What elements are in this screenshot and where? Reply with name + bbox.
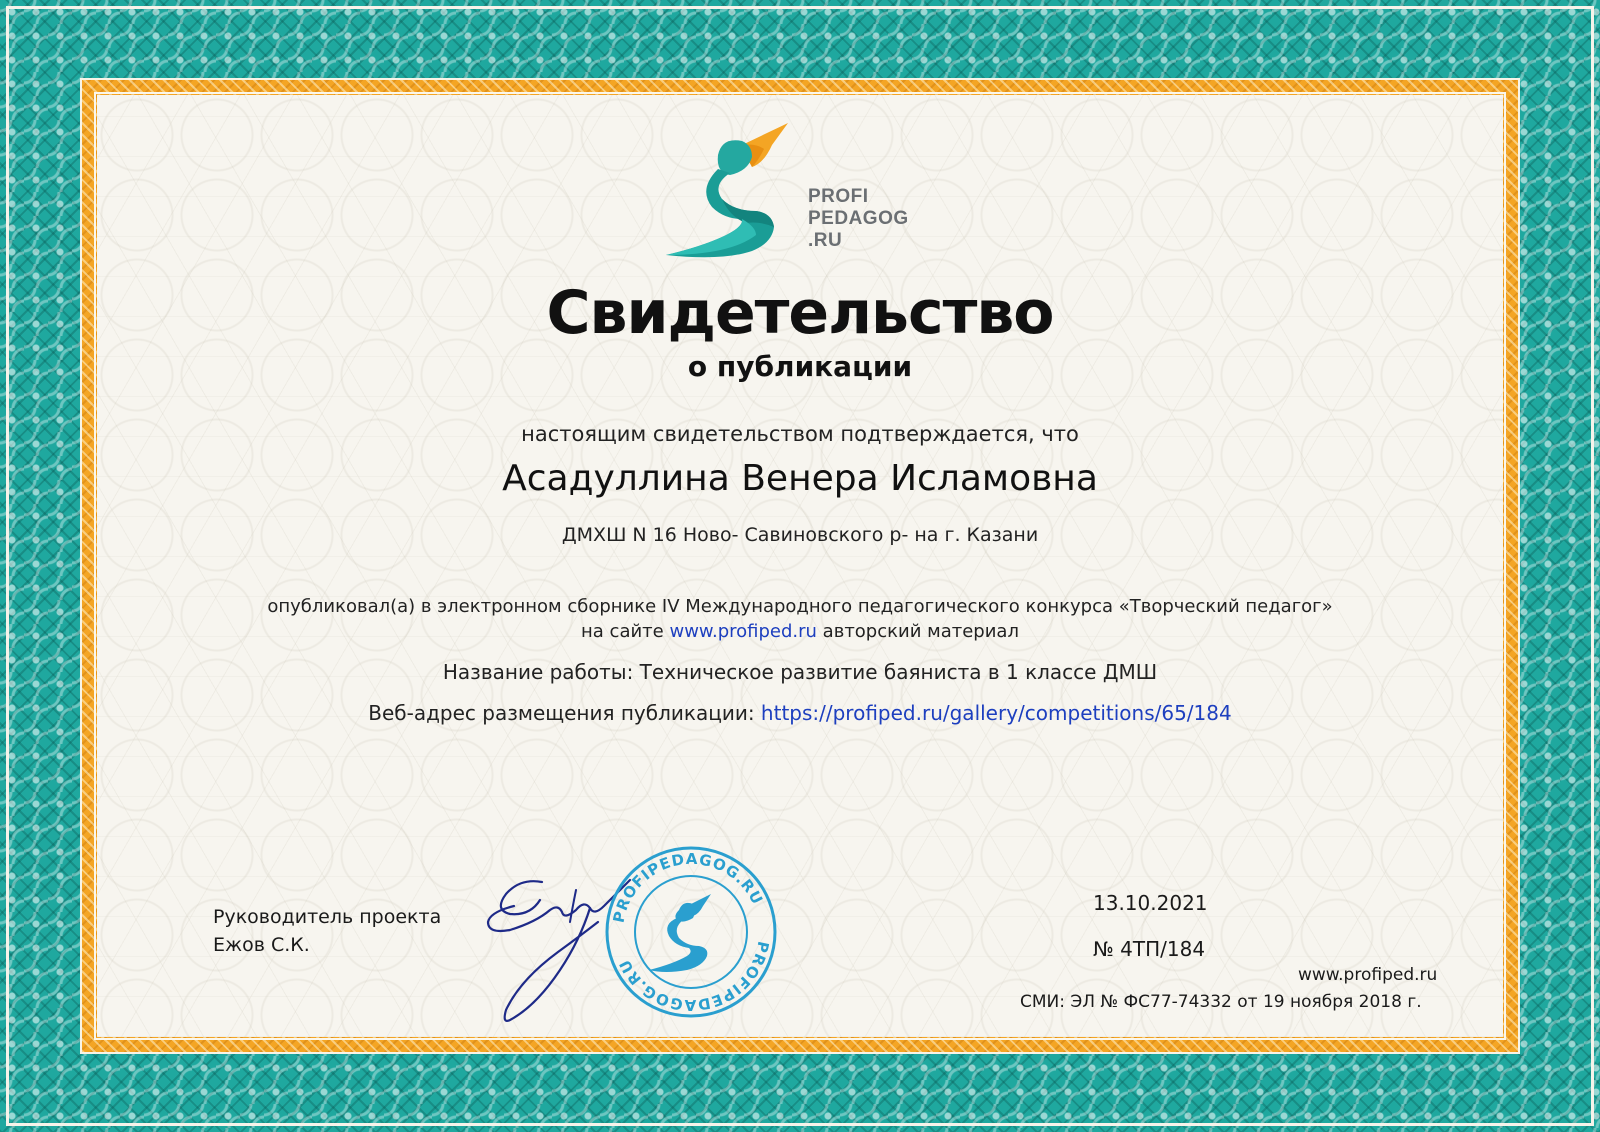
publication-statement: опубликовал(а) в электронном сборнике IV Международного педагогического конкурса «Творческий педагог» [267, 596, 1333, 617]
publication-site-prefix: на сайте [581, 621, 670, 642]
certificate-intro: настоящим свидетельством подтверждается, что [521, 422, 1079, 446]
publication-site-line [0, 621, 1600, 642]
logo-line-1: PROFI [808, 186, 869, 207]
footer-site: www.profiped.ru [1298, 965, 1438, 985]
signatory-role: Руководитель проекта [213, 906, 442, 928]
web-address-label: Веб-адрес размещения публикации: [368, 701, 761, 725]
logo-line-3: .RU [808, 230, 843, 251]
media-registration: СМИ: ЭЛ № ФС77-74332 от 19 ноября 2018 г. [1020, 992, 1422, 1012]
web-address-line [0, 701, 1600, 725]
signatory-name: Ежов С.К. [213, 934, 310, 956]
stamp-ring-text: PROFIPEDAGOG.RU [609, 849, 767, 925]
logo-line-2: PEDAGOG [808, 208, 909, 229]
work-title-line [0, 660, 1600, 684]
work-title: Техническое развитие баяниста в 1 классе ДМШ [639, 660, 1158, 684]
issue-date: 13.10.2021 [1093, 891, 1208, 915]
web-address-link[interactable]: https://profiped.ru/gallery/competitions/65/184 [760, 701, 1232, 725]
stamp-ring-text-2: PROFIPEDAGOG.RU [615, 939, 773, 1015]
certificate-number: № 4ТП/184 [1093, 937, 1206, 961]
certificate-title: Свидетельство [546, 278, 1054, 348]
recipient-organization: ДМХШ N 16 Ново- Савиновского р- на г. Казани [561, 524, 1039, 546]
publication-site-link[interactable]: www.profiped.ru [669, 621, 817, 642]
recipient-name: Асадуллина Венера Исламовна [502, 458, 1098, 499]
logo-wordmark [808, 186, 909, 252]
publication-site-suffix: авторский материал [816, 621, 1019, 642]
organization-stamp [603, 844, 779, 1020]
work-title-label: Название работы: [442, 660, 640, 684]
certificate-subtitle: о публикации [687, 350, 913, 383]
